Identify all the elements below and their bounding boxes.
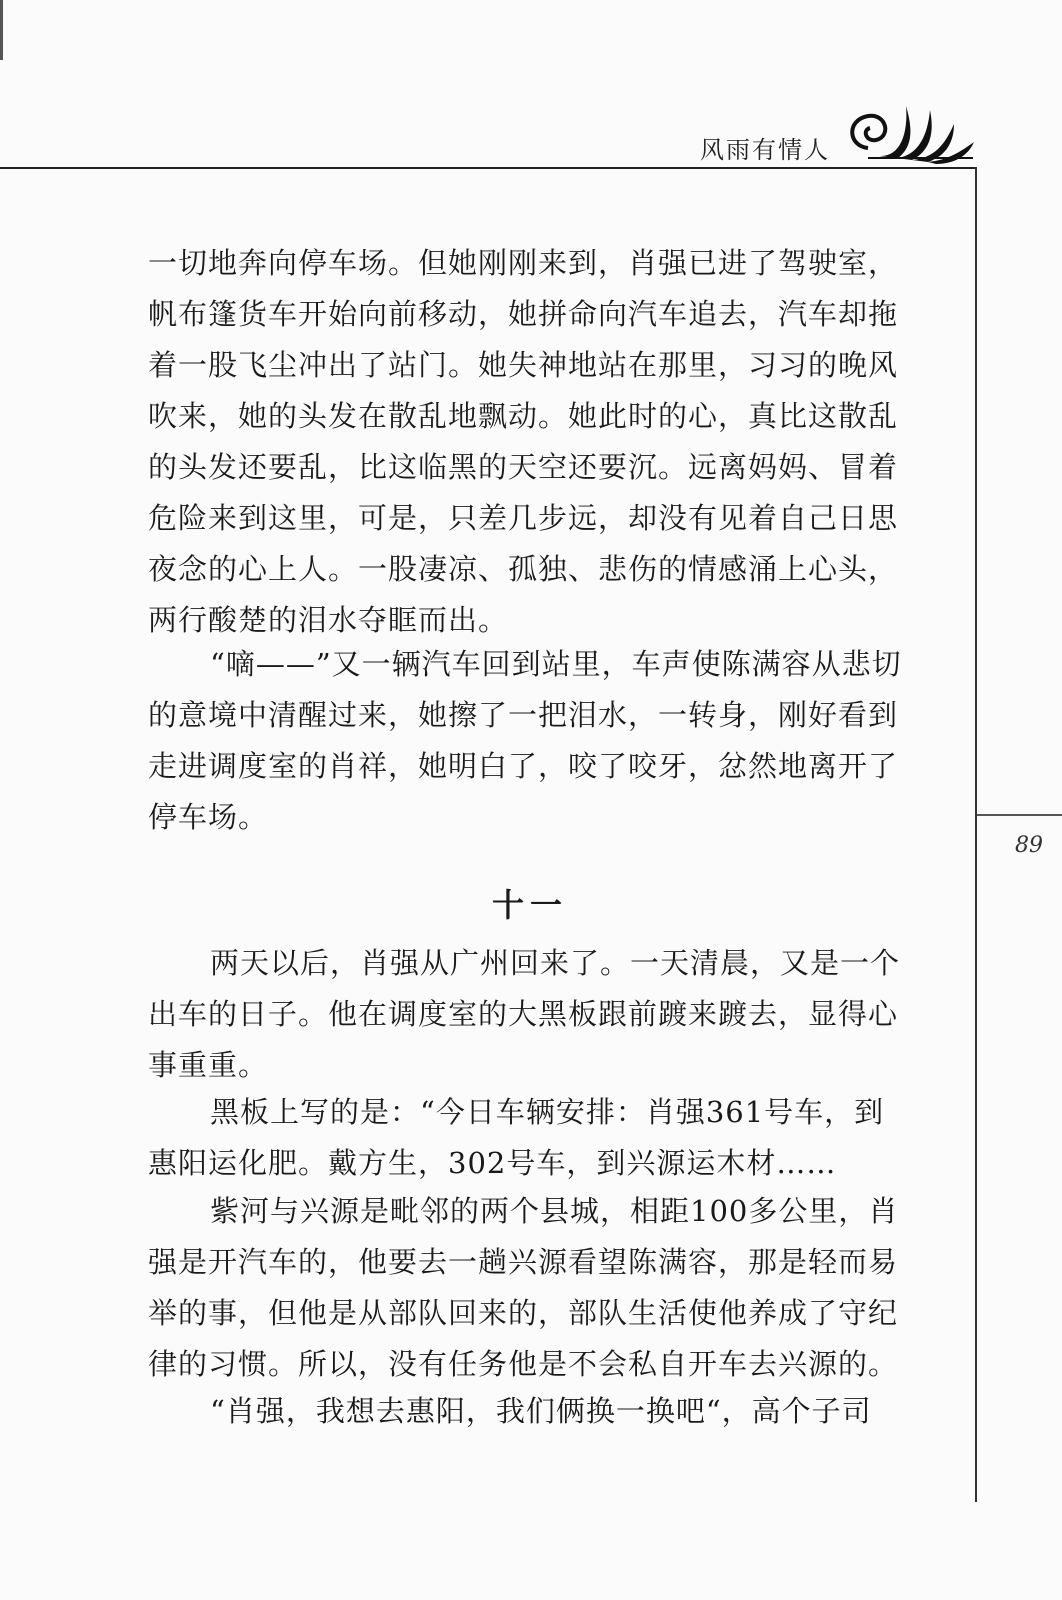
paragraph: 紫河与兴源是毗邻的两个县城，相距100多公里，肖强是开汽车的，他要去一趟兴源看望陈满容，那是轻而易举的事，但他是从部队回来的，部队生活使他养成了守纪律的习惯。所以，没有任务他是不会私自开车去兴源的。 — [148, 1194, 899, 1381]
page-number: 89 — [1015, 833, 1043, 858]
running-title: 风雨有情人 — [700, 136, 830, 164]
paragraph: “肖强，我想去惠阳，我们俩换一换吧“，高个子司 — [210, 1394, 872, 1428]
paragraph: 两天以后，肖强从广州回来了。一天清晨，又是一个出车的日子。他在调度室的大黑板跟前踱来踱去，显得心事重重。 — [148, 946, 901, 1082]
header-rule — [0, 167, 977, 169]
paragraph: 黑板上写的是：“今日车辆安排：肖强361号车，到惠阳运化肥。戴方生，302号车，到兴源运木材…… — [148, 1095, 885, 1180]
page-edge-mark — [0, 0, 3, 60]
paragraph-continued: 一切地奔向停车场。但她刚刚来到，肖强已进了驾驶室，帆布篷货车开始向前移动，她拼命向汽车追去，汽车却拖着一股飞尘冲出了站门。她失神地站在那里，习习的晚风吹来，她的头发在散乱地飘动。她此时的心，真比这散乱的头发还要乱，比这临黑的天空还要沉。远离妈妈、冒着危险来到这里，可是，只差几步远，却没有见着自己日思夜念的心上人。一股凄凉、孤独、悲伤的情感涌上心头，两行酸楚的泪水夺眶而出。 — [148, 246, 899, 637]
margin-rule — [977, 814, 1062, 816]
text-frame-rule — [975, 167, 977, 1502]
paragraph: “嘀——”又一辆汽车回到站里，车声使陈满容从悲切的意境中清醒过来，她擦了一把泪水，一转身，刚好看到走进调度室的肖祥，她明白了，咬了咬牙，忿然地离开了停车场。 — [148, 647, 902, 834]
swirl-ornament-icon — [848, 98, 978, 168]
chapter-heading: 十一 — [491, 886, 568, 924]
